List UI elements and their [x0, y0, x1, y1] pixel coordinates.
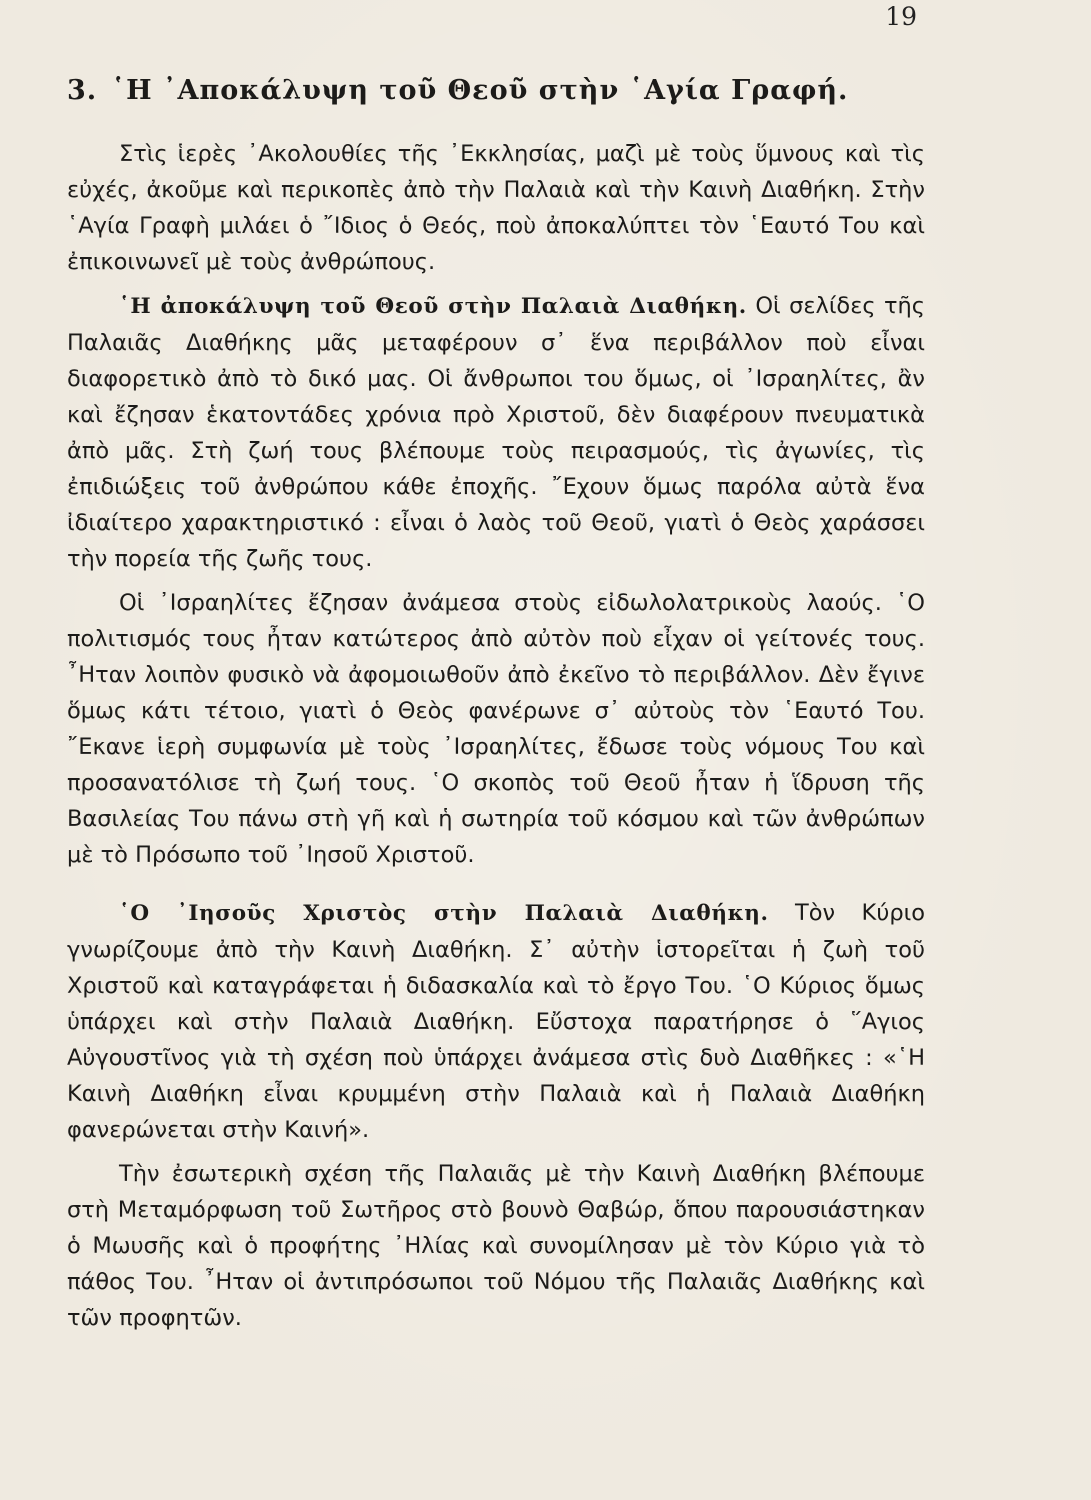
- paragraph-3: [67, 585, 925, 873]
- section-title: [67, 68, 925, 114]
- subheading-old-testament-revelation: ῾Η ἀποκάλυψη τοῦ Θεοῦ στὴν Παλαιὰ Διαθήκη.: [119, 294, 747, 319]
- section-title-text: ῾Η ᾿Αποκάλυψη τοῦ Θεοῦ στὴν ῾Αγία Γραφή.: [111, 75, 849, 106]
- paragraph-5: [67, 1156, 925, 1336]
- paragraph-2: [67, 288, 925, 577]
- subheading-christ-in-old-testament: ῾Ο ᾿Ιησοῦς Χριστὸς στὴν Παλαιὰ Διαθήκη.: [119, 901, 769, 926]
- paragraph-3-text: Οἱ ᾿Ισραηλίτες ἔζησαν ἀνάμεσα στοὺς εἰδωλολατρικοὺς λαούς. ῾Ο πολιτισμός τους ἦταν κατώτερος ἀπὸ αὐτὸν ποὺ εἶχαν οἱ γείτονές τους. ῏Ηταν λοιπὸν φυσικὸ νὰ ἀφομοιωθοῦν ἀπὸ ἐκεῖνο τὸ περιβάλλον. Δὲν ἔγινε ὅμως κάτι τέτοιο, γιατὶ ὁ Θεὸς φανέρωνε σ᾿ αὐτοὺς τὸν ῾Εαυτό Του. ῎Εκανε ἱερὴ συμφωνία μὲ τοὺς ᾿Ισραηλίτες, ἔδωσε τοὺς νόμους Του καὶ προσανατόλισε τὴ ζωή τους. ῾Ο σκοπὸς τοῦ Θεοῦ ἦταν ἡ ἵδρυση τῆς Βασιλείας Του πάνω στὴ γῆ καὶ ἡ σωτηρία τοῦ κόσμου καὶ τῶν ἀνθρώπων μὲ τὸ Πρόσωπο τοῦ ᾿Ιησοῦ Χριστοῦ.: [67, 590, 925, 868]
- paragraph-1: [67, 136, 925, 280]
- page-number: 19: [885, 2, 917, 31]
- section-number: 3.: [67, 75, 98, 106]
- paragraph-2-text: Οἱ σελίδες τῆς Παλαιᾶς Διαθήκης μᾶς μεταφέρουν σ᾿ ἕνα περιβάλλον ποὺ εἶναι διαφορετικὸ ἀπὸ τὸ δικό μας. Οἱ ἄνθρωποι του ὅμως, οἱ ᾿Ισραηλίτες, ἂν καὶ ἔζησαν ἑκατοντάδες χρόνια πρὸ Χριστοῦ, δὲν διαφέρουν πνευματικὰ ἀπὸ μᾶς. Στὴ ζωή τους βλέπουμε τοὺς πειρασμούς, τὶς ἀγωνίες, τὶς ἐπιδιώξεις τοῦ ἀνθρώπου κάθε ἐποχῆς. ῎Εχουν ὅμως παρόλα αὐτὰ ἕνα ἰδιαίτερο χαρακτηριστικό : εἶναι ὁ λαὸς τοῦ Θεοῦ, γιατὶ ὁ Θεὸς χαράσσει τὴν πορεία τῆς ζωῆς τους.: [67, 293, 926, 572]
- page-content: [67, 68, 925, 1358]
- paragraph-4: [67, 895, 925, 1148]
- paragraph-4-text: Τὸν Κύριο γνωρίζουμε ἀπὸ τὴν Καινὴ Διαθήκη. Σ᾿ αὐτὴν ἱστορεῖται ἡ ζωὴ τοῦ Χριστοῦ καὶ καταγράφεται ἡ διδασκαλία καὶ τὸ ἔργο Του. ῾Ο Κύριος ὅμως ὑπάρχει καὶ στὴν Παλαιὰ Διαθήκη. Εὔστοχα παρατήρησε ὁ ῞Αγιος Αὐγουστῖνος γιὰ τὴ σχέση ποὺ ὑπάρχει ἀνάμεσα στὶς δυὸ Διαθῆκες : «῾Η Καινὴ Διαθήκη εἶναι κρυμμένη στὴν Παλαιὰ καὶ ἡ Παλαιὰ Διαθήκη φανερώνεται στὴν Καινή».: [67, 900, 925, 1143]
- paragraph-1-text: Στὶς ἱερὲς ᾿Ακολουθίες τῆς ᾿Εκκλησίας, μαζὶ μὲ τοὺς ὕμνους καὶ τὶς εὐχές, ἀκοῦμε καὶ περικοπὲς ἀπὸ τὴν Παλαιὰ καὶ τὴν Καινὴ Διαθήκη. Στὴν ῾Αγία Γραφὴ μιλάει ὁ ῎Ιδιος ὁ Θεός, ποὺ ἀποκαλύπτει τὸν ῾Εαυτό Του καὶ ἐπικοινωνεῖ μὲ τοὺς ἀνθρώπους.: [67, 141, 925, 275]
- paragraph-5-text: Τὴν ἐσωτερικὴ σχέση τῆς Παλαιᾶς μὲ τὴν Καινὴ Διαθήκη βλέπουμε στὴ Μεταμόρφωση τοῦ Σωτῆρος στὸ βουνὸ Θαβώρ, ὅπου παρουσιάστηκαν ὁ Μωυσῆς καὶ ὁ προφήτης ᾿Ηλίας καὶ συνομίλησαν μὲ τὸν Κύριο γιὰ τὸ πάθος Του. ῏Ηταν οἱ ἀντιπρόσωποι τοῦ Νόμου τῆς Παλαιᾶς Διαθήκης καὶ τῶν προφητῶν.: [67, 1161, 925, 1331]
